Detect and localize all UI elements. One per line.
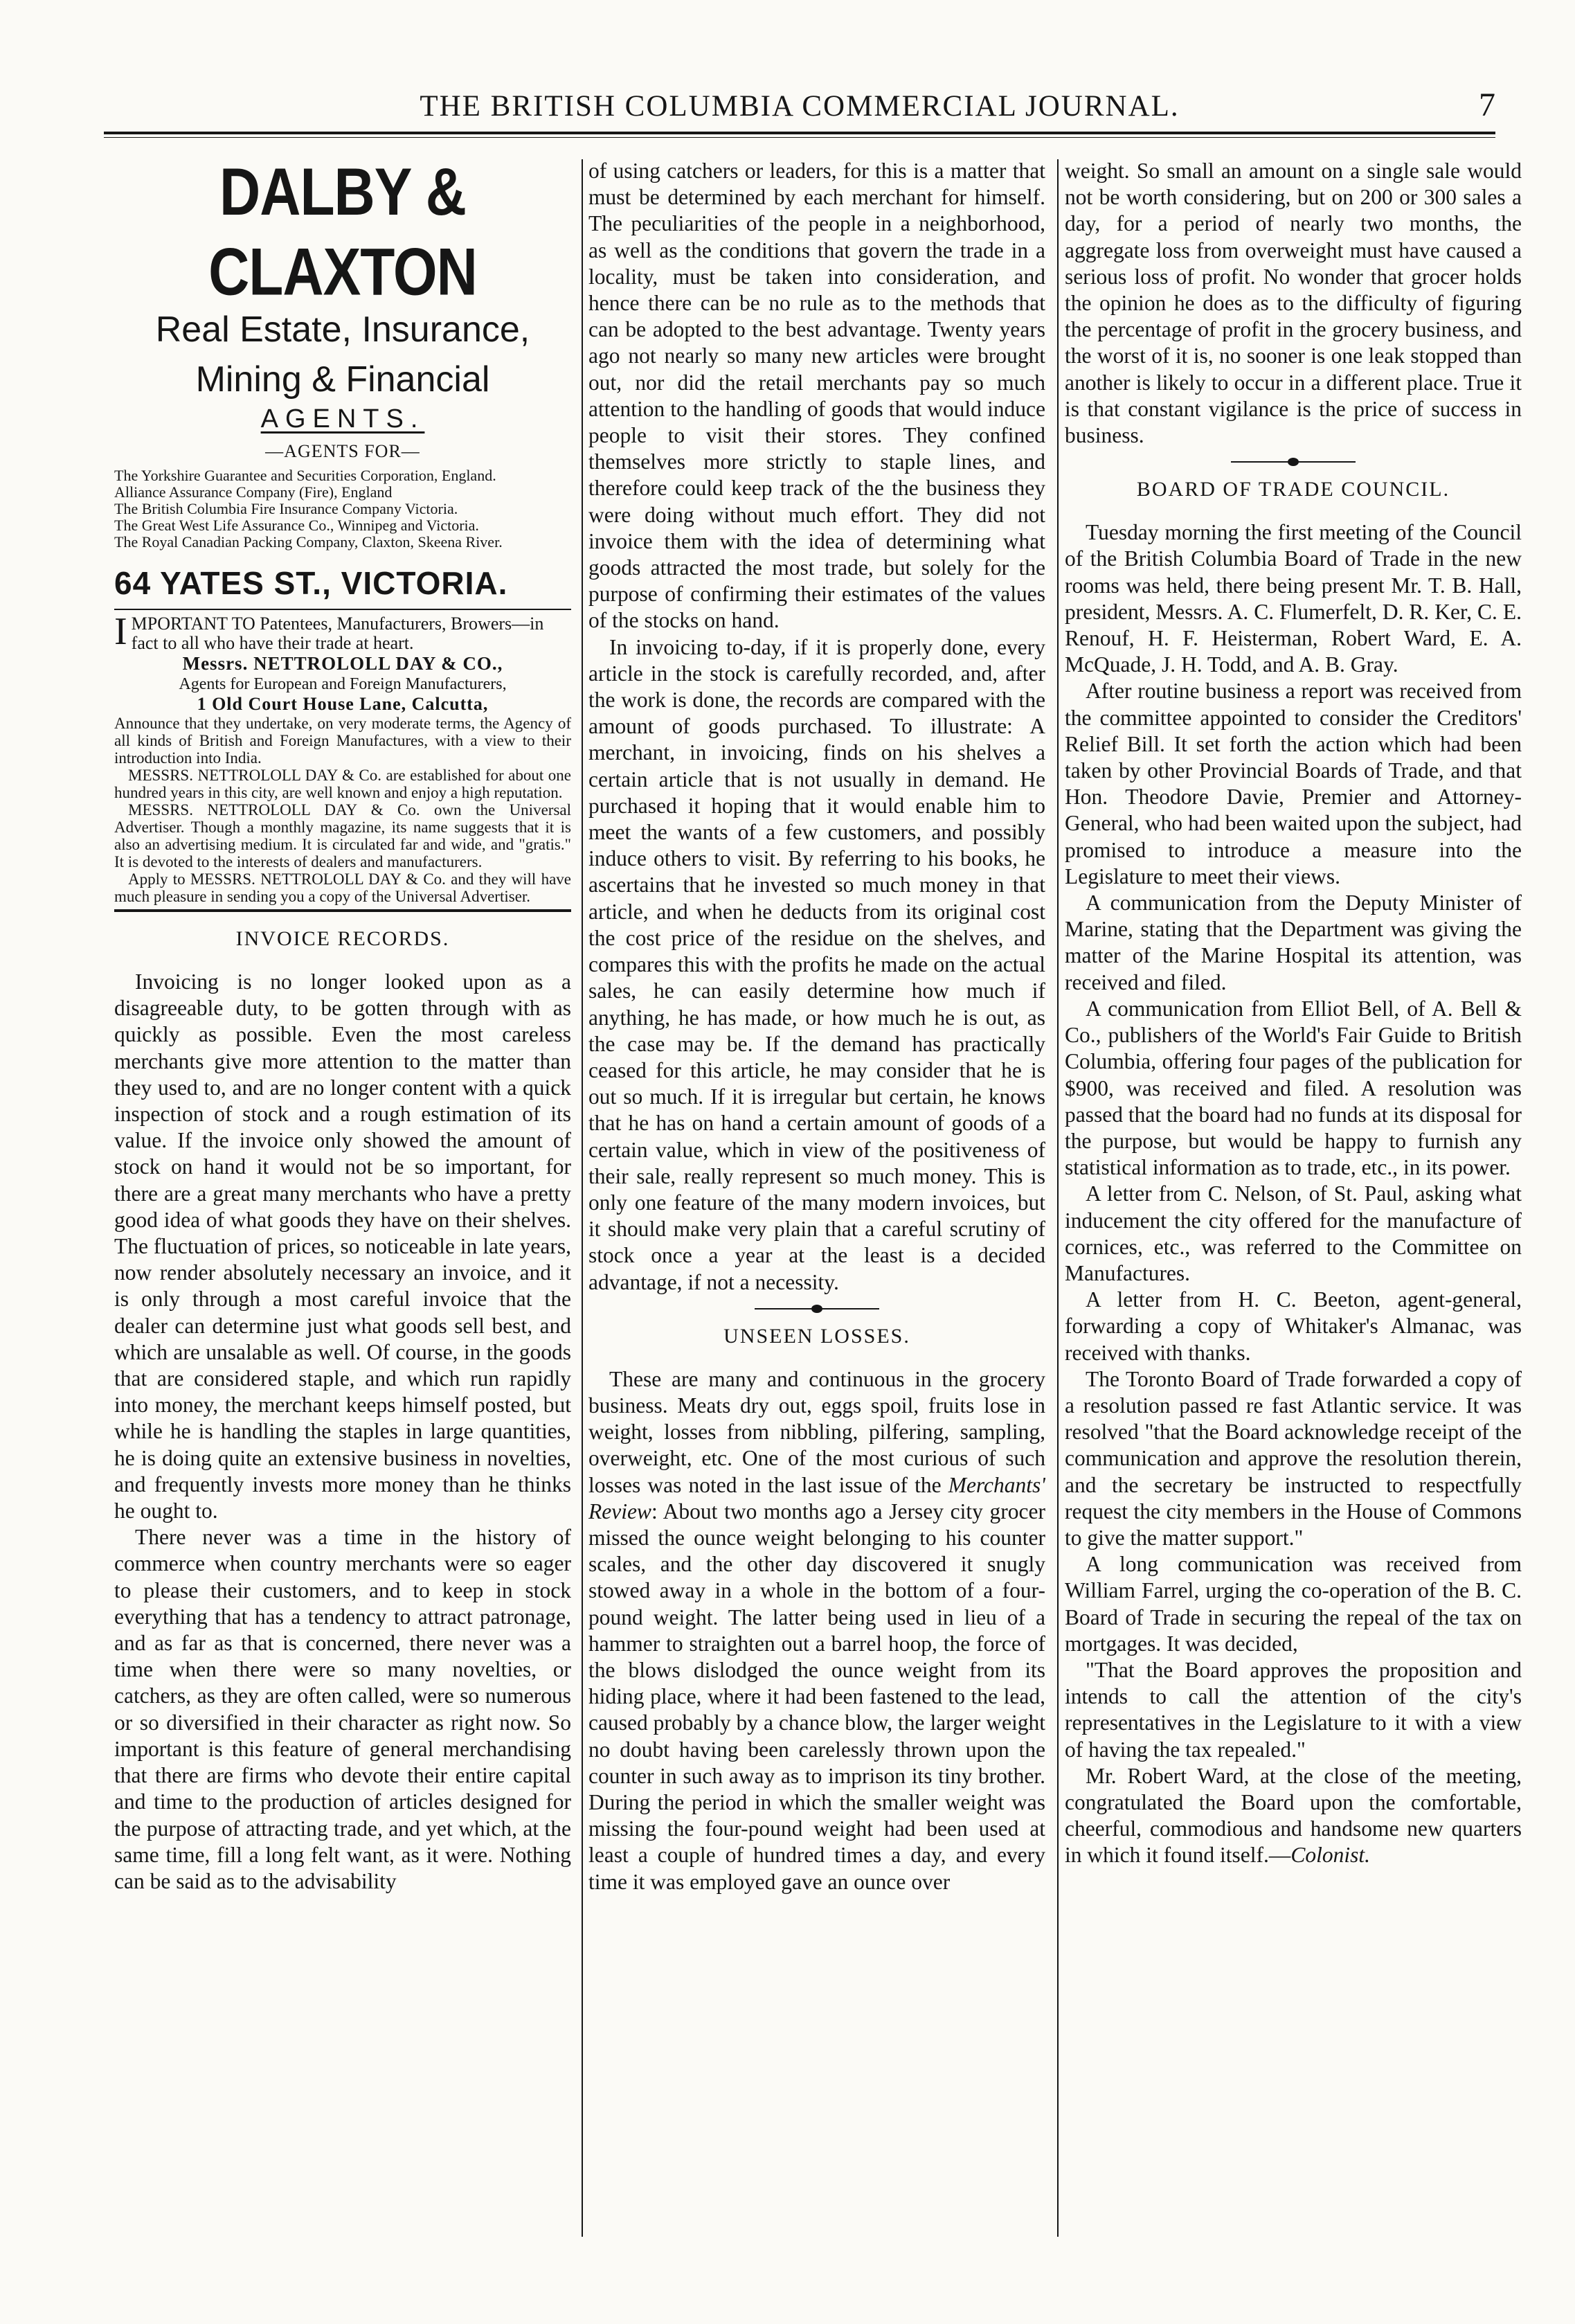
ad-agency-item: The Royal Canadian Packing Company, Claxton, Skeena River. (114, 533, 503, 551)
ad2-intro-text: MPORTANT TO Patentees, Manufacturers, Browers—in fact to all who have their trade at heart. (131, 614, 544, 653)
ad-firm-name: DALBY & CLAXTON (208, 158, 477, 310)
journal-title: THE BRITISH COLUMBIA COMMERCIAL JOURNAL. (420, 89, 1180, 123)
ad-agency-item: Alliance Assurance Company (Fire), England (114, 483, 393, 501)
board-paragraph: The Toronto Board of Trade forwarded a copy of a resolution passed re fast Atlantic service. It was resolved "that the Board acknowledge receipt of the communication and approve the resolution therein, and the secretary be instructed to respectfully request the city members in the House of Commons to give the matter support." (1065, 1366, 1522, 1550)
ad2-paragraph: MESSRS. NETTROLOLL DAY & Co. are established for about one hundred years in this city, are well known and enjoy a high reputation. (114, 767, 571, 801)
ad2-paragraph: Apply to MESSRS. NETTROLOLL DAY & Co. and they will have much pleasure in sending you a copy of the Universal Advertiser. (114, 870, 571, 905)
ad-address: 64 YATES ST., VICTORIA. (114, 565, 508, 601)
ad2-address: 1 Old Court House Lane, Calcutta, (197, 694, 489, 714)
header-rule-thin (104, 137, 1495, 138)
board-paragraph: After routine business a report was received from the committee appointed to consider the Creditors' Relief Bill. It set forth the action which had been taken by other Provincial Boards of Trade, and that Hon. Theodore Davie, Premier and Attorney-General, who had been waited upon the subject, had promised to introduce a measure into the Legislature to meet their views. (1065, 679, 1522, 888)
invoice-heading: INVOICE RECORDS. (235, 927, 450, 950)
ad2-intro (114, 610, 571, 653)
board-paragraph: A long communication was received from William Farrel, urging the co-operation of the B. C. Board of Trade in securing the repeal of the tax on mortgages. It was decided, (1065, 1552, 1522, 1656)
invoice-paragraph-3: of using catchers or leaders, for this is a matter that must be determined by each merchant for himself. The peculiarities of the people in a neighborhood, as well as the conditions that govern the trade in a locality, must be taken into consideration, and hence there can be no rule as to the methods that can be adopted to the best advantage. Twenty years ago not nearly so many new articles were brought out, nor did the retail merchants pay so much attention to the handling of goods that would induce people to visit their stores. They confined themselves more strictly to staple lines, and therefore could keep track of the the business they were doing without much effort. They did not invoice them with the idea of determining what goods attracted the most trade, but solely for the purpose of confirming their estimates of the values of the stocks on hand. (588, 159, 1045, 633)
dalby-claxton-advertisement (114, 158, 571, 602)
board-paragraph: A letter from C. Nelson, of St. Paul, asking what inducement the city offered for the manufacture of cornices, etc., was referred to the Committee on Manufactures. (1065, 1181, 1522, 1285)
unseen-text: These are many and continuous in the grocery business. Meats dry out, eggs spoil, fruits lose in weight, losses from nibbling, pilfering, sampling, overweight, etc. One of the most curious of such losses was noted in the last issue of the (588, 1366, 1045, 1497)
ad-services-line-2: Mining & Financial (195, 359, 490, 400)
column-divider-1 (582, 159, 583, 2237)
unseen-text: : About two months ago a Jersey city grocer missed the ounce weight belonging to his counter scales, and the other day discovered it snugly stowed away in a whole in the bottom of a four-pound weight. The latter being used in lieu of a hammer to straighten out a barrel hoop, the force of the blows dislodged the ounce weight from its hiding place, where it had been fastened to the lead, caused probably by a chance blow, the larger weight no doubt having been carelessly thrown upon the counter in such away as to imprison its tiny brother. During the period in which the smaller weight was missing the four-pound weight had been used at least a couple of hundred times a day, and every time it was employed gave an ounce over (588, 1499, 1045, 1894)
board-text: Mr. Robert Ward, at the close of the meeting, congratulated the Board upon the comfortable, cheerful, commodious and handsome new quarters in which it found itself.— (1065, 1763, 1522, 1868)
invoice-paragraph-4: In invoicing to-day, if it is properly done, every article in the stock is carefully recorded, and, after the work is done, the records are compared with the amount of goods purchased. To illustrate: A merchant, in invoicing, finds on his shelves a certain article that is not usually in demand. He purchased it hoping that it would enable him to meet the wants of a few customers, and possibly induce others to visit. By referring to his books, he ascertains that he invested so much money in that article, and when he deducts from its original cost the cost price of the residue on the shelves, and compares this with the profits he made on the actual sales, he can easily determine how much if anything, he has made, or how much he is out, as the case may be. If the demand has practically ceased for this article, he may consider that he is out so much. If it is irregular but certain, he knows that he has on hand a certain amount of goods of a certain value, which in view of the positiveness of their sale, really represent so much money. This is only one feature of the many modern invoices, but it should make very plain that a careful scrutiny of stock once a year at the least is a decided advantage, if not a necessity. (588, 634, 1045, 1294)
column-2 (588, 158, 1045, 2239)
board-paragraph: Tuesday morning the first meeting of the Council of the British Columbia Board of Trade in the new rooms was held, there being present Mr. T. B. Hall, president, Messrs. A. C. Flumerfelt, D. R. Ker, C. E. Renouf, H. F. Heisterman, Robert Ward, E. A. McQuade, J. H. Todd, and A. B. Gray. (1065, 520, 1522, 677)
merchants-review-title: Merchants' Review (588, 1472, 1045, 1523)
invoice-paragraph-2: There never was a time in the history of commerce when country merchants were so eager to please their customers, and to keep in stock everything that has a tendency to attract patronage, and as far as that is concerned, there never was a time when there were so many novelties, or catchers, as they are often called, were so numerous or so diversified in their character as right now. So important is this feature of general merchandising that there are firms who devote their entire capital and time to the production of articles designed for the purpose of attracting trade, and yet which, at the same time, fill a long felt want, as it were. Nothing can be said as to the advisability (114, 1525, 571, 1893)
column-1 (114, 158, 571, 2239)
colonist-credit: Colonist. (1290, 1843, 1370, 1868)
column-3 (1065, 158, 1522, 2239)
ad-agency-item: The British Columbia Fire Insurance Company Victoria. (114, 500, 458, 517)
ad2-firm: Messrs. NETTROLOLL DAY & CO., (182, 653, 503, 674)
section-separator (755, 1308, 879, 1310)
section-separator (1231, 461, 1356, 463)
ad-agents-for: —AGENTS FOR— (265, 441, 420, 461)
column-divider-2 (1057, 159, 1059, 2237)
header-rule (104, 132, 1495, 134)
ad-agency-item: The Yorkshire Guarantee and Securities Corporation, England. (114, 467, 496, 484)
board-paragraph (1065, 1763, 1522, 1869)
invoice-paragraph-1: Invoicing is no longer looked upon as a disagreeable duty, to be gotten through with as quickly as possible. Even the most careless merchants give more attention to the matter than they used to, and are no longer content with a quick inspection of stock and a rough estimation of its value. If the invoice only showed the amount of stock on hand it would not be so important, for there are a great many merchants who have a pretty good idea of what goods they have on their shelves. The fluctuation of prices, so noticeable in late years, now render absolutely necessary an invoice, and it is only through a most careful invoice that the dealer can determine just what goods sell best, and which are unsalable as well. Of course, in the goods that are considered staple, and which run rapidly into money, the merchant keeps himself posted, but while he is handling the staples in large quantities, he is doing quite an extensive business in novelties, and frequently invests more money than he thinks he ought to. (114, 969, 571, 1523)
ad-rule (114, 609, 571, 610)
unseen-losses-heading: UNSEEN LOSSES. (723, 1324, 910, 1348)
nettrololl-advertisement (114, 610, 571, 905)
ad-services-line-1: Real Estate, Insurance, (155, 310, 530, 350)
unseen-paragraph-2: weight. So small an amount on a single sale would not be worth considering, but on 200 or 300 sales a day, for a period of nearly two months, the aggregate loss from overweight must have caused a serious loss of profit. No wonder that grocer holds the opinion he does as to the difficulty of figuring the percentage of profit in the grocery business, and the worst of it is, no sooner is one leak stopped than another is likely to occur in a different place. True it is that constant vigilance is the price of success in business. (1065, 159, 1522, 448)
board-paragraph: A communication from Elliot Bell, of A. Bell & Co., publishers of the World's Fair Guide to British Columbia, offering four pages of the publication for $900, was received and filed. A resolution was passed that the board had no funds at its disposal for the purpose, but would be happy to furnish any statistical information as to trade, etc., in its power. (1065, 996, 1522, 1180)
ad2-paragraph: MESSRS. NETTROLOLL DAY & Co. own the Universal Advertiser. Though a monthly magazine, its name suggests that it is also an advertising medium. It is circulated far and wide, and "gratis." It is devoted to the interests of dealers and manufacturers. (114, 801, 571, 870)
board-heading: BOARD OF TRADE COUNCIL. (1136, 478, 1450, 501)
board-paragraph: A letter from H. C. Beeton, agent-general, forwarding a copy of Whitaker's Almanac, was received with thanks. (1065, 1287, 1522, 1365)
ad2-dropcap: I (114, 610, 127, 653)
ad2-subtitle: Agents for European and Foreign Manufacturers, (179, 675, 507, 693)
unseen-paragraph-1 (588, 1366, 1045, 1895)
board-paragraph: "That the Board approves the proposition and intends to call the attention of the city's representatives in the Legislature to it with a view of having the tax repealed." (1065, 1657, 1522, 1762)
page-number: 7 (1479, 87, 1495, 123)
ad2-paragraph: Announce that they undertake, on very moderate terms, the Agency of all kinds of British and Foreign Manufactures, with a view to their introduction into India. (114, 715, 571, 767)
ad-agency-item: The Great West Life Assurance Co., Winnipeg and Victoria. (114, 517, 479, 534)
ad-agents-heading: AGENTS. (260, 404, 425, 433)
ad-end-rule (114, 909, 571, 912)
page-header (104, 82, 1495, 130)
board-paragraph: A communication from the Deputy Minister of Marine, stating that the Department was giving the matter of the Marine Hospital its attention, was received and filed. (1065, 891, 1522, 994)
